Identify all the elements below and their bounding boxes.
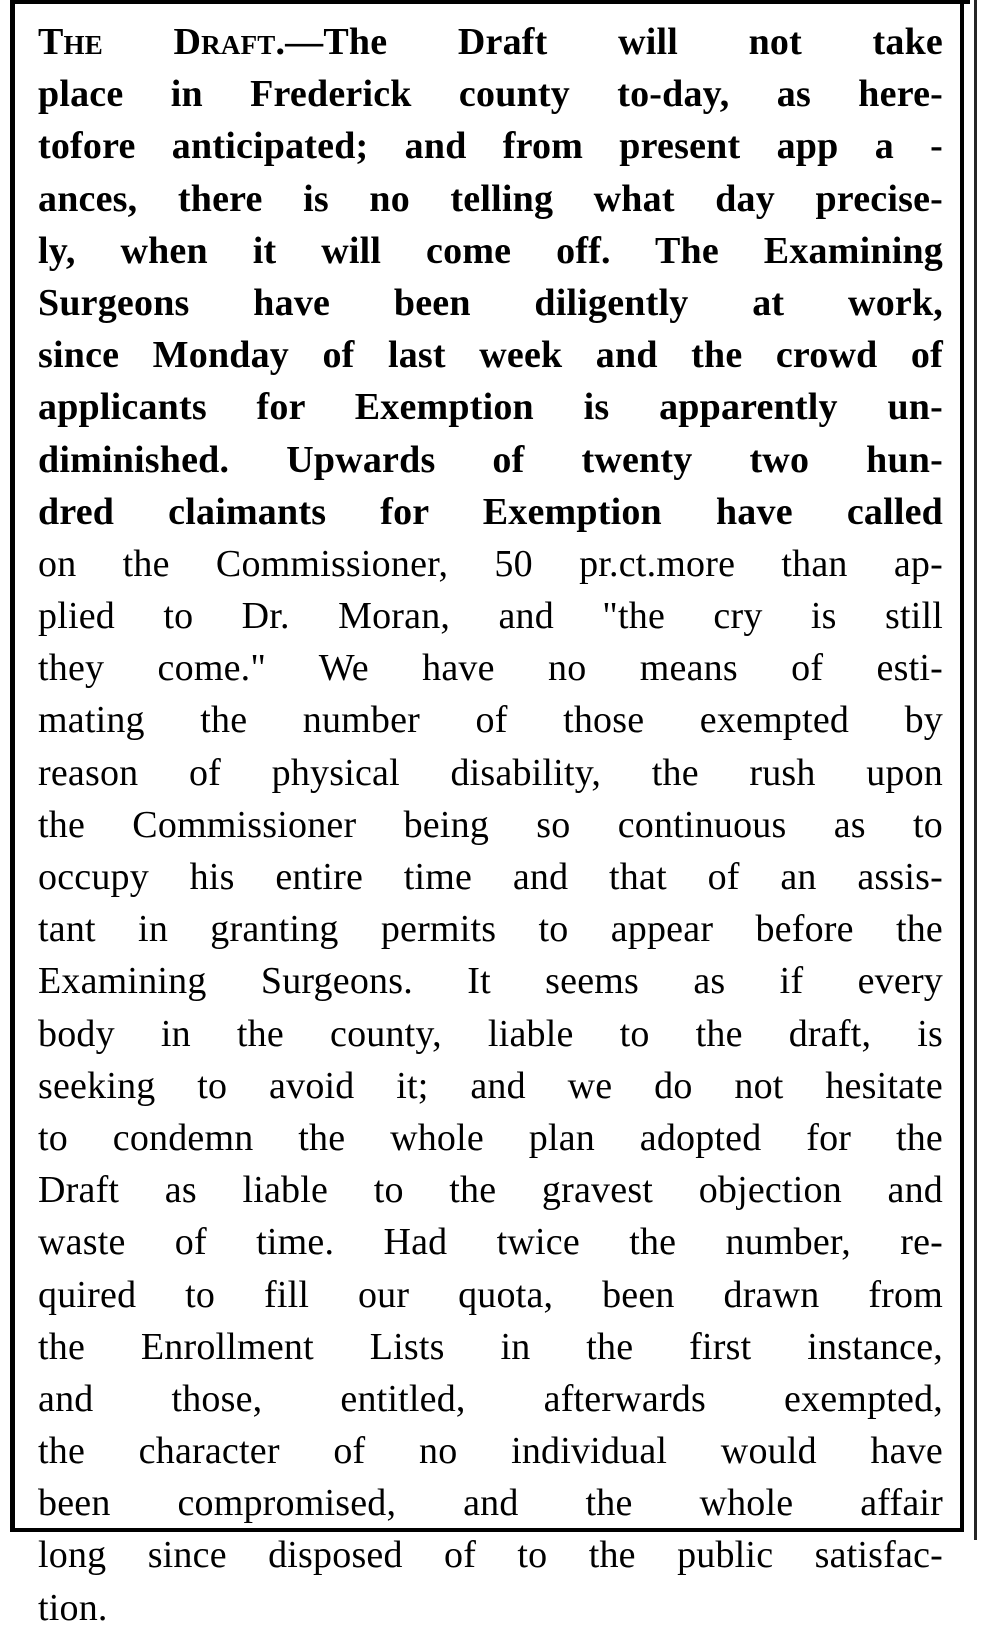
article-line: the character of no individual would have — [38, 1430, 943, 1473]
article-line: reason of physical disability, the rush upon — [38, 751, 943, 794]
article-line: mating the number of those exempted by — [38, 699, 943, 742]
article-line-text: —The Draft will not take — [285, 21, 943, 63]
article-line: dred claimants for Exemption have called — [38, 490, 943, 533]
article-line: tofore anticipated; and from present app a - — [38, 125, 943, 168]
article-line: Draft as liable to the gravest objection and — [38, 1169, 943, 1212]
article-line: place in Frederick county to-day, as here- — [38, 73, 943, 116]
article-line: been compromised, and the whole affair — [38, 1482, 943, 1525]
top-border-rule — [10, 0, 970, 4]
article-line: body in the county, liable to the draft, is — [38, 1012, 943, 1055]
left-column-rule — [10, 4, 15, 1529]
article-line: occupy his entire time and that of an assis- — [38, 856, 943, 898]
article-line: ly, when it will come off. The Examining — [38, 229, 943, 272]
article-line: plied to Dr. Moran, and "the cry is still — [38, 595, 943, 638]
article-line: waste of time. Had twice the number, re- — [38, 1221, 943, 1264]
article-headline: The Draft. — [38, 21, 286, 63]
article-line: tion. — [38, 1586, 108, 1629]
right-column-rule — [960, 4, 964, 1529]
article-body — [38, 16, 943, 1634]
article-line: long since disposed of to the public satisfac- — [38, 1534, 943, 1577]
article-line: to condemn the whole plan adopted for the — [38, 1116, 943, 1159]
article-line: they come." We have no means of esti- — [38, 647, 943, 690]
article-lines — [38, 68, 943, 1634]
article-line: diminished. Upwards of twenty two hun- — [38, 438, 943, 481]
article-line: the Enrollment Lists in the first instance, — [38, 1325, 943, 1368]
article-line: on the Commissioner, 50 pr.ct.more than ap- — [38, 542, 943, 585]
article-line: applicants for Exemption is apparently un- — [38, 386, 943, 429]
article-line: Surgeons have been diligently at work, — [38, 281, 943, 324]
adjacent-column-edge — [974, 0, 977, 1540]
article-line: seeking to avoid it; and we do not hesitate — [38, 1064, 943, 1107]
article-line: since Monday of last week and the crowd of — [38, 334, 943, 377]
article-line: and those, entitled, afterwards exempted, — [38, 1377, 943, 1420]
article-line — [38, 16, 943, 68]
article-line: the Commissioner being so continuous as to — [38, 803, 943, 846]
article-line: Examining Surgeons. It seems as if every — [38, 960, 943, 1003]
article-line: quired to fill our quota, been drawn from — [38, 1273, 943, 1316]
article-line: ances, there is no telling what day precise- — [38, 177, 943, 220]
article-line: tant in granting permits to appear before the — [38, 908, 943, 951]
